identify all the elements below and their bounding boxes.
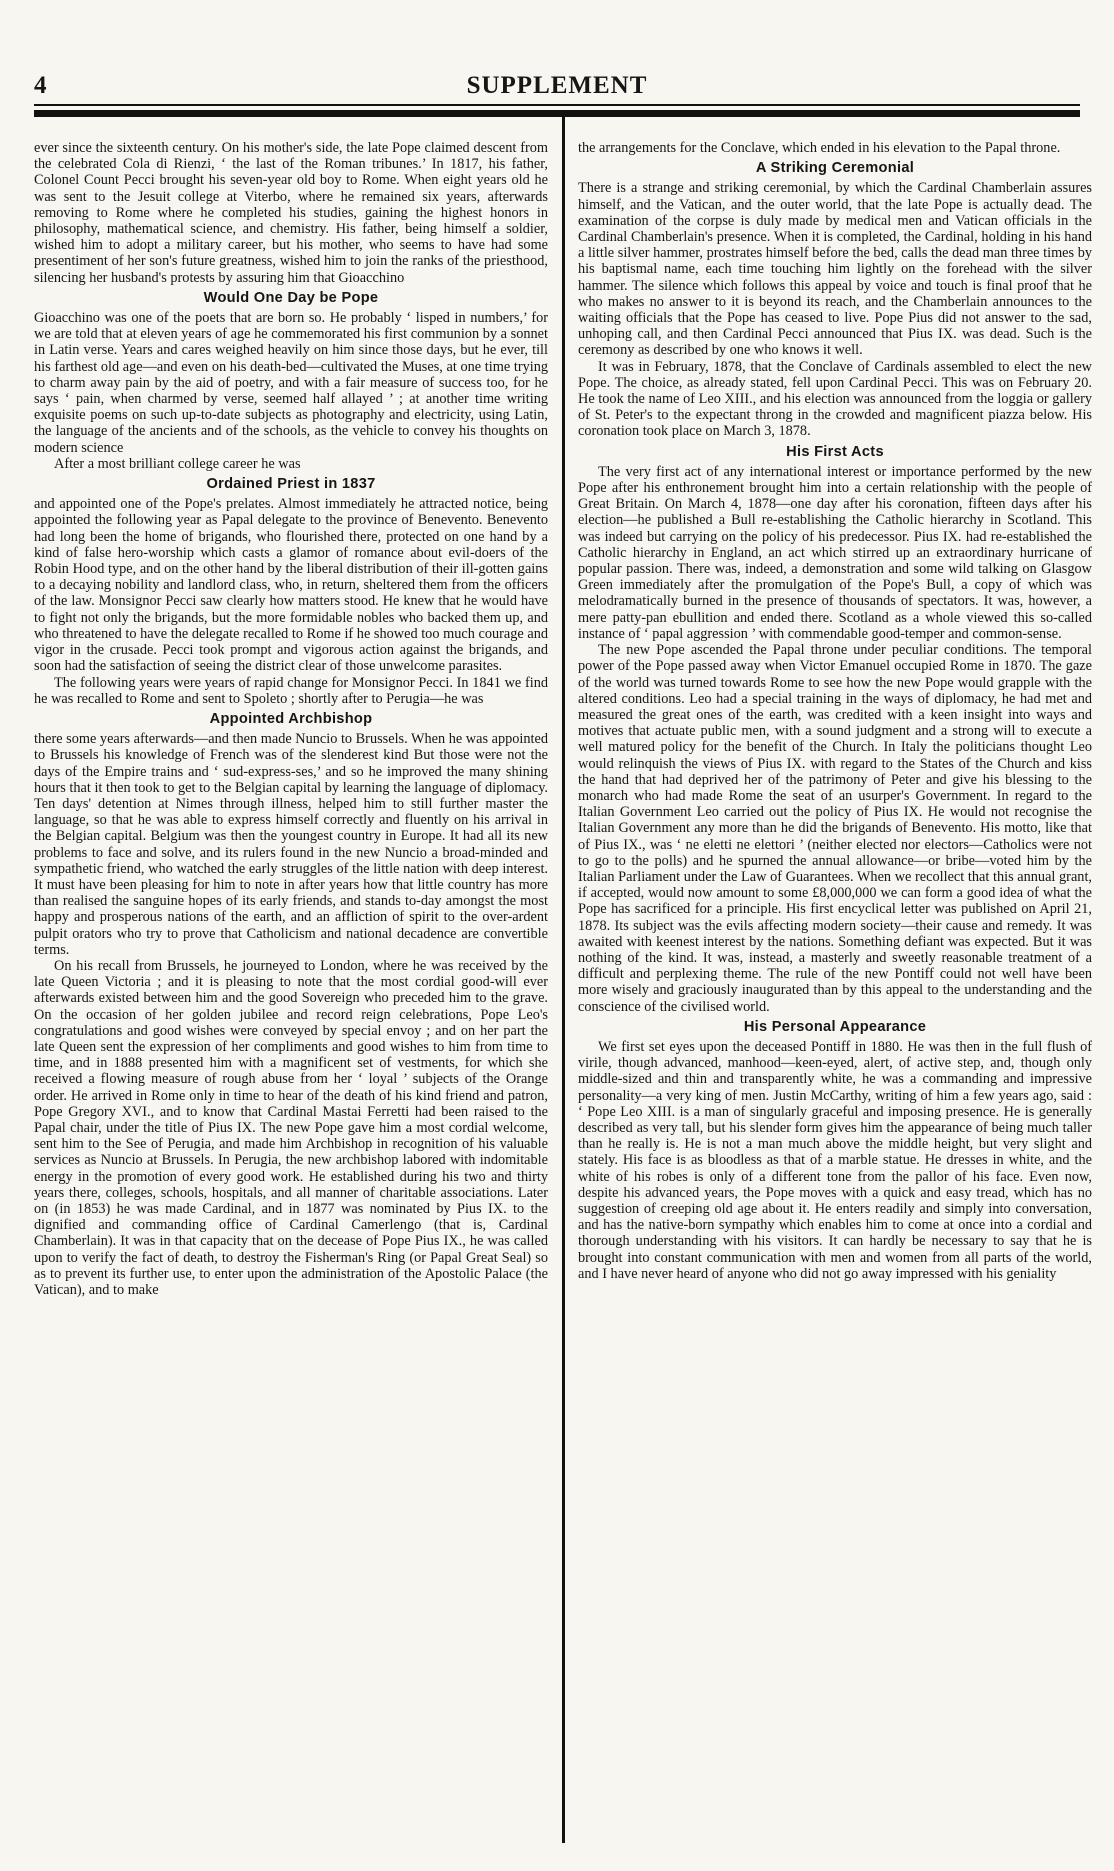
article-paragraph: The very first act of any international interest or importance performed by the new Pope after his enthronement brought him into a certain relationship with the people of Great Britain. On March 4, 1878—one day after his coronation, fifteen days after his election—he published a Bull re-establishing the Catholic hierarchy in Scotland. This was indeed but carrying on the policy of his predecessor. Pius IX. had re-established the Catholic hierarchy in England, an act which stirred up an extraordinary hurricane of popular passion. There was, indeed, a demonstration and some wild talking on Glasgow Green immediately after the promulgation of the Pope's Bull, a copy of which was melodramatically burned in the presence of thousands of spectators. It was, however, a mere patty-pan ebullition and ended there. Scotland as a whole viewed this so-called instance of ‘ papal aggression ’ with commendable good-temper and common-sense. [578,463,1092,642]
header-rule-thin [34,104,1080,106]
article-paragraph: After a most brilliant college career he was [54,455,301,472]
header-rule-thick [34,110,1080,117]
section-heading: His First Acts [786,443,884,460]
column-divider [562,117,565,1843]
article-paragraph: We first set eyes upon the deceased Pontiff in 1880. He was then in the full flush of virile, though advanced, manhood—keen-eyed, alert, of active step, and, though only middle-sized and thin and transparently white, he was a commanding and impressive personality—a very king of men. Justin McCarthy, writing of him a few years ago, said : ‘ Pope Leo XIII. is a man of singularly graceful and imposing presence. He is generally described as very tall, but his slender form gives him the appearance of being much taller than he really is. He is not a man much above the middle height, but very slight and stately. His face is as bloodless as that of a marble statue. He dresses in white, and the white of his robes is only of a different tone from the pallor of his face. Even now, despite his advanced years, the Pope moves with a quick and easy tread, which has no suggestion of creeping old age about it. He enters readily and simply into conversation, and has the native-born sympathy which enables him to come at once into a cordial and thorough understanding with his visitors. It can hardly be necessary to say that he is brought into constant communication with men and women from all parts of the world, and I have never heard of anyone who did not go away impressed with his geniality [578,1038,1092,1282]
section-heading: Ordained Priest in 1837 [206,476,376,493]
article-paragraph: It was in February, 1878, that the Conclave of Cardinals assembled to elect the new Pope. The choice, as already stated, fell upon Cardinal Pecci. This was on February 20. He took the name of Leo XIII., and his election was announced from the loggia or gallery of St. Peter's to the expectant throng in the crowded and magnificent piazza below. His coronation took place on March 3, 1878. [578,358,1092,440]
section-heading: Would One Day be Pope [203,289,379,306]
article-paragraph: There is a strange and striking ceremonial, by which the Cardinal Chamberlain assures himself, and the Vatican, and the outer world, that the late Pope is actually dead. The examination of the corpse is duly made by medical men and Vatican officials in the Cardinal Chamberlain's presence. When it is completed, the Cardinal, holding in his hand a little silver hammer, prostrates himself before the bed, calls the dead man three times by his baptismal name, each time touching him lightly on the forehead with the silver hammer. The silence which follows this appeal by voice and touch is final proof that he who makes no answer to it is beyond its reach, and the Chamberlain announces to the waiting officials that the Pope has ceased to live. Pope Pius did not answer to the sad, unhoping call, and then Cardinal Pecci announced that Pius IX. was dead. Such is the ceremony as described by one who knows it well. [578,180,1092,359]
right-column [578,140,1092,1282]
page-title: SUPPLEMENT [466,72,648,99]
article-paragraph: ever since the sixteenth century. On his mother's side, the late Pope claimed descent from the celebrated Cola di Rienzi, ‘ the last of the Roman tribunes.’ In 1817, his father, Colonel Count Pecci brought his seven-year old boy to Rome. When eight years old he was sent to the Jesuit college at Viterbo, where he remained six years, afterwards removing to Rome where he completed his studies, gaining the highest honors in philosophy, mathematical science, and chemistry. His father, being himself a soldier, wished him to adopt a military career, but his mother, who seems to have had some presentiment of her son's future greatness, wished him to join the ranks of the priesthood, silencing her husband's protests by assuring him that Gioacchino [34,140,548,286]
section-heading: His Personal Appearance [743,1018,927,1035]
page-header [34,72,1080,102]
article-paragraph: On his recall from Brussels, he journeyed to London, where he was received by the late Queen Victoria ; and it is pleasing to note that the most cordial good-will ever afterwards existed between him and the good Sovereign who preceded him to the grave. On the occasion of her golden jubilee and record reign celebrations, Pope Leo's congratulations and good wishes were conveyed by special envoy ; and on her part the late Queen sent the expression of her compliments and good wishes to him from time to time, and in 1888 presented him with a magnificent set of vestments, for which she received a flowing measure of rough abuse from her ‘ loyal ’ subjects of the Orange order. He arrived in Rome only in time to hear of the death of his kind friend and patron, Pope Gregory XVI., and to know that Cardinal Mastai Ferretti had been raised to the Papal chair, under the title of Pius IX. The new Pope gave him a most cordial welcome, sent him to the See of Perugia, and made him Archbishop in recognition of his valuable services as Nuncio at Brussels. In Perugia, the new archbishop labored with indomitable energy in the promotion of every good work. He established during his two and thirty years there, colleges, schools, hospitals, and all manner of charitable associations. Later on (in 1853) he was made Cardinal, and in 1877 was nominated by Pius IX. to the dignified and commanding office of Cardinal Camerlengo (that is, Cardinal Chamberlain). It was in that capacity that on the decease of Pope Pius IX., he was called upon to verify the fact of death, to destroy the Fisherman's Ring (or Papal Great Seal) so as to prevent its further use, to enter upon the administration of the Apostolic Palace (the Vatican), and to make [34,957,548,1299]
section-heading: A Striking Ceremonial [755,160,915,177]
article-paragraph: and appointed one of the Pope's prelates. Almost immediately he attracted notice, being appointed the following year as Papal delegate to the province of Benevento. Benevento had long been the home of brigands, who flourished there, protected on one hand by a kind of false hero-worship which casts a glamor of romance about evil-doers of the Robin Hood type, and on the other hand by the liberal distribution of their ill-gotten gains to a decaying nobility and landlord class, who, in return, sheltered them from the officers of the law. Monsignor Pecci saw clearly how matters stood. He knew that he would have to fight not only the brigands, but the more formidable nobles who backed them up, and who threatened to have the delegate recalled to Rome if he showed too much courage and vigor in the crusade. Pecci took prompt and vigorous action against the brigands, and soon had the satisfaction of seeing the district clear of those unwelcome parasites. [34,496,548,675]
article-paragraph: the arrangements for the Conclave, which ended in his elevation to the Papal throne. [578,140,1061,156]
article-paragraph: Gioacchino was one of the poets that are born so. He probably ‘ lisped in numbers,’ for we are told that at eleven years of age he commemorated his first communion by a sonnet in Latin verse. Years and cares weighed heavily on him since those days, but he ever, till his farthest old age—and even on his death-bed—cultivated the Muses, at one time trying to charm away pain by the aid of poetry, and with a fair measure of success too, for he says ‘ pain, when charmed by verse, seemed half allayed ’ ; at another time writing exquisite poems on such up-to-date subjects as photography and electricity, using Latin, the language of the ancients and of the schools, as the vehicle to convey his thoughts on modern science [34,310,548,456]
article-paragraph: there some years afterwards—and then made Nuncio to Brussels. When he was appointed to Brussels his knowledge of French was of the slenderest kind But those were not the days of the Empire trains and ‘ sud-express-ses,’ and so he improved the many shining hours that it then took to get to the Belgian capital by learning the language of diplomacy. Ten days' detention at Nimes through illness, helped him to still further master the language, so that he was able to express himself correctly and fluently on his arrival in the Belgian capital. Belgium was then the youngest country in Europe. It had all its new problems to face and solve, and its rulers found in the new Nuncio a broad-minded and sympathetic friend, who watched the early struggles of the little nation with deep interest. It must have been pleasing for him to note in after years how that little country has more than realised the sanguine hopes of its early friends, and stands to-day amongst the most happy and prosperous nations of the earth, and an affliction of spirit to the over-ardent pulpit orators who try to prove that Catholicism and national decadence are convertible terms. [34,731,548,958]
article-paragraph: The following years were years of rapid change for Monsignor Pecci. In 1841 we find he was recalled to Rome and sent to Spoleto ; shortly after to Perugia—he was [34,674,548,707]
article-paragraph: The new Pope ascended the Papal throne under peculiar conditions. The temporal power of the Pope passed away when Victor Emanuel occupied Rome in 1870. The gaze of the world was turned towards Rome to see how the new Pope would grapple with the altered conditions. Leo had a special training in the ways of diplomacy, he had met and measured the great ones of the earth, was credited with a keen insight into ways and motives that actuate public men, with a sound judgment and a strong will to execute a well matured policy for the benefit of the Church. In Italy the politicians thought Leo would relinquish the views of Pius IX. with regard to the States of the Church and kiss the hand that had deprived her of the patrimony of Peter and give his blessing to the monarch who had made Rome the seat of an usurper's Government. In regard to the Italian Government Leo carried out the policy of Pius IX. He would not recognise the Italian Government any more than he did the brigands of Benevento. His motto, like that of Pius IX., was ‘ ne eletti ne elettori ’ (neither elected nor electors—Catholics were not to go to the polls) and he spurned the annual allowance—or bribe—voted him by the Italian Parliament under the Law of Guarantees. When we recollect that this annual grant, if accepted, would now amount to some £8,000,000 we can form a good idea of what the Pope has sacrificed for a principle. His first encyclical letter was published on April 21, 1878. Its subject was the evils affecting modern society—their cause and remedy. It was awaited with keenest interest by the nations. Something defiant was expected. But it was nothing of the kind. It was, instead, a masterly and sweetly reasonable treatment of a difficult and perplexing theme. The rule of the new Pontiff could not well have been more wisely and graciously inaugurated than by this appeal to the understanding and the conscience of the civilised world. [578,642,1092,1015]
left-column [34,140,548,1298]
page-number: 4 [34,72,47,99]
section-heading: Appointed Archbishop [209,710,373,727]
